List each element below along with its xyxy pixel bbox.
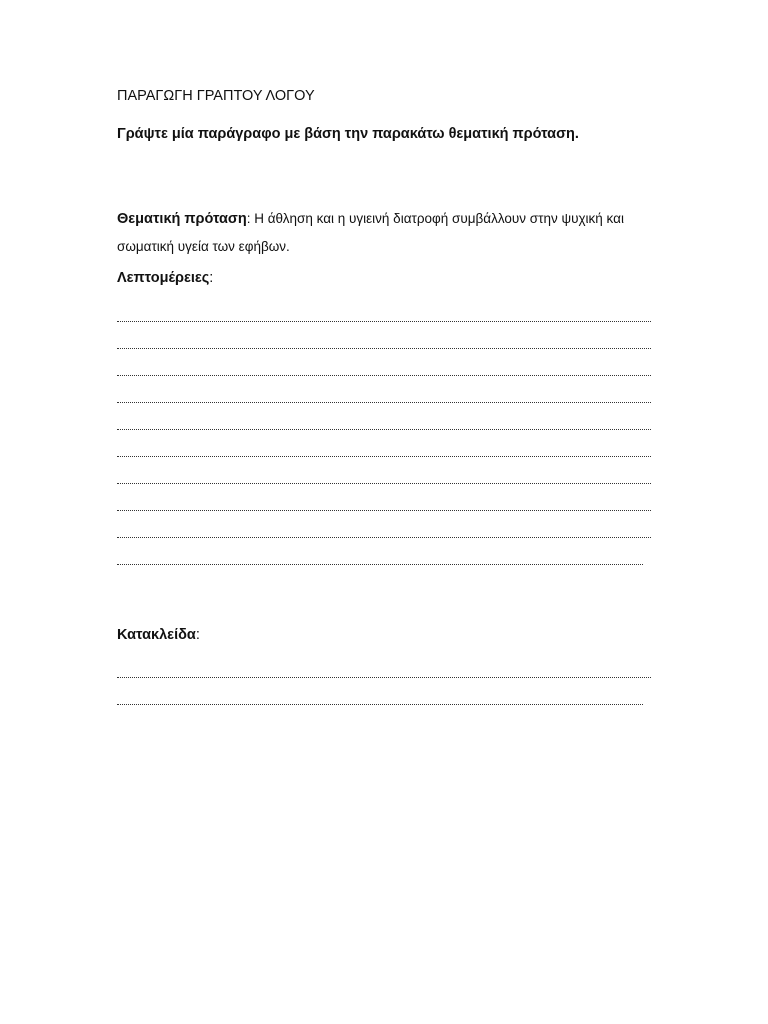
topic-sentence-colon: : xyxy=(246,211,251,226)
worksheet-instruction: Γράψτε μία παράγραφο με βάση την παρακάτω θεματική πρόταση. xyxy=(117,126,579,142)
conclusion-label: Κατακλείδα xyxy=(117,627,196,643)
details-writing-line[interactable] xyxy=(117,510,651,511)
conclusion-writing-line[interactable] xyxy=(117,704,643,705)
conclusion-heading xyxy=(117,627,200,644)
details-writing-line[interactable] xyxy=(117,564,643,565)
details-writing-line[interactable] xyxy=(117,321,651,322)
details-writing-line[interactable] xyxy=(117,483,651,484)
details-label: Λεπτομέρειες xyxy=(117,270,210,286)
details-colon: : xyxy=(209,270,214,286)
worksheet-title: ΠΑΡΑΓΩΓΗ ΓΡΑΠΤΟΥ ΛΟΓΟΥ xyxy=(117,88,315,104)
topic-sentence-paragraph xyxy=(117,205,657,261)
details-writing-line[interactable] xyxy=(117,429,651,430)
topic-sentence-text: Η άθληση και η υγιεινή διατροφή συμβάλλουν στην ψυχική και σωματική υγεία των εφήβων. xyxy=(117,211,624,254)
details-heading xyxy=(117,270,213,287)
details-writing-line[interactable] xyxy=(117,456,651,457)
details-writing-line[interactable] xyxy=(117,348,651,349)
details-writing-line[interactable] xyxy=(117,537,651,538)
conclusion-writing-line[interactable] xyxy=(117,677,651,678)
details-writing-line[interactable] xyxy=(117,375,651,376)
topic-sentence-label: Θεματική πρόταση xyxy=(117,211,247,227)
details-writing-line[interactable] xyxy=(117,402,651,403)
conclusion-colon: : xyxy=(195,627,200,643)
